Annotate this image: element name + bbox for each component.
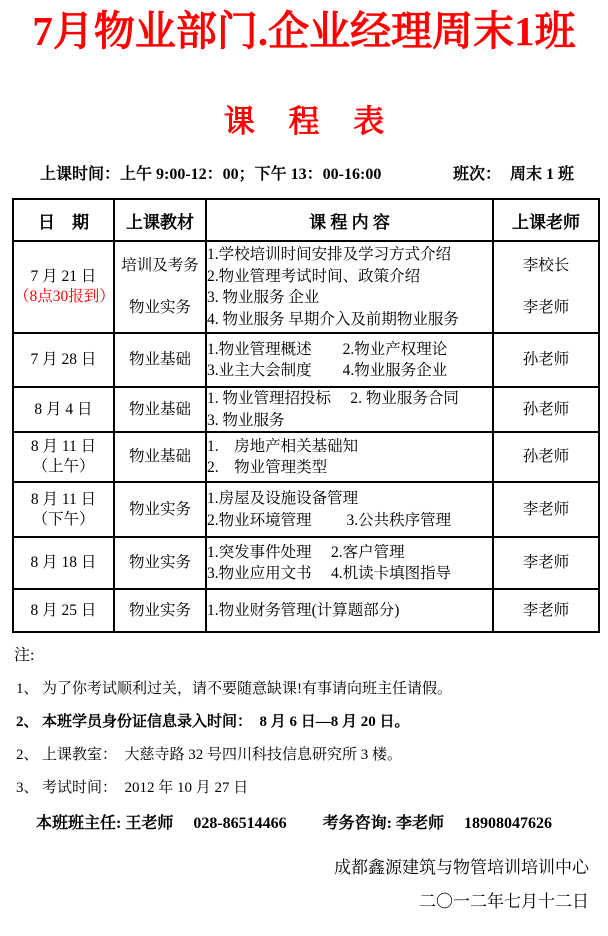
teachers-stack bbox=[494, 500, 598, 520]
date-text: 7 月 21 日 bbox=[30, 268, 97, 285]
teacher-name: 孙老师 bbox=[522, 448, 570, 465]
date-sub: （上午） bbox=[32, 458, 95, 475]
content-line: 1.学校培训时间安排及学习方式介绍 bbox=[207, 246, 452, 263]
date-cell bbox=[13, 432, 114, 482]
date-text: 8 月 25 日 bbox=[30, 601, 97, 619]
teacher-name: 李老师 bbox=[522, 299, 570, 316]
materials-stack bbox=[115, 500, 205, 520]
footer bbox=[0, 858, 589, 912]
date-text: 8 月 4 日 bbox=[34, 400, 93, 418]
teacher-cell bbox=[493, 241, 599, 333]
material-name: 物业基础 bbox=[128, 400, 191, 418]
content-line: 4. 物业服务 早期介入及前期物业服务 bbox=[207, 310, 459, 328]
content-line: 2. 物业管理类型 bbox=[207, 459, 328, 476]
schedule-row bbox=[13, 241, 599, 333]
materials-stack bbox=[115, 601, 205, 621]
content-line: 1. 房地产相关基础知 bbox=[207, 437, 359, 455]
material-name: 物业实务 bbox=[128, 500, 191, 518]
content-cell bbox=[206, 537, 493, 589]
schedule-table-body bbox=[13, 241, 599, 632]
note-item bbox=[16, 679, 608, 699]
materials-cell bbox=[114, 482, 206, 537]
teacher-name: 孙老师 bbox=[522, 351, 570, 368]
materials-stack bbox=[115, 400, 205, 420]
column-header: 上课老师 bbox=[493, 199, 599, 241]
teacher-name: 李校长 bbox=[522, 257, 570, 274]
materials-cell bbox=[114, 537, 206, 589]
content-line: 1.物业管理概述 2.物业产权理论 bbox=[207, 340, 448, 358]
header-row bbox=[13, 199, 599, 241]
teacher-cell bbox=[493, 537, 599, 589]
class-info-line bbox=[40, 165, 574, 185]
content-cell bbox=[206, 482, 493, 537]
material-name: 物业实务 bbox=[128, 554, 191, 571]
schedule-row bbox=[13, 589, 599, 632]
teacher-cell bbox=[493, 387, 599, 432]
class-time-label: 上课时间： bbox=[40, 166, 121, 183]
column-header: 上课教材 bbox=[114, 199, 206, 241]
materials-cell bbox=[114, 387, 206, 432]
schedule-row bbox=[13, 387, 599, 432]
date-cell bbox=[13, 387, 114, 432]
notes-list bbox=[0, 679, 608, 798]
note-number: 2、 bbox=[16, 714, 39, 730]
content-line: 3. 物业服务 bbox=[207, 411, 285, 429]
schedule-table bbox=[12, 198, 600, 633]
content-line: 2.物业管理考试时间、政策介绍 bbox=[207, 267, 421, 285]
content-cell bbox=[206, 432, 493, 482]
date-cell bbox=[13, 537, 114, 589]
date-cell bbox=[13, 482, 114, 537]
notes-label: 注: bbox=[14, 647, 35, 664]
date-sub: （下午） bbox=[32, 510, 95, 528]
note-number: 1、 bbox=[16, 681, 39, 697]
teacher-cell bbox=[493, 482, 599, 537]
content-line: 1.物业财务管理(计算题部分) bbox=[207, 601, 400, 619]
content-line: 1. 物业管理招投标 2. 物业服务合同 bbox=[207, 390, 459, 407]
material-name: 物业实务 bbox=[128, 299, 191, 316]
date-note: （8点30报到） bbox=[14, 288, 115, 305]
schedule-heading: 课 程 表 bbox=[223, 104, 385, 139]
note-text: 考试时间： 2012 年 10 月 27 日 bbox=[42, 780, 249, 796]
class-number-value: 周末 1 班 bbox=[509, 166, 574, 183]
date-text: 8 月 11 日 bbox=[30, 438, 97, 455]
content-cell bbox=[206, 387, 493, 432]
content-cell bbox=[206, 241, 493, 333]
content-line: 2.物业环境管理 3.公共秩序管理 bbox=[207, 511, 452, 529]
teacher-cell bbox=[493, 432, 599, 482]
teacher-name: 孙老师 bbox=[522, 400, 570, 418]
material-name: 培训及考务 bbox=[121, 257, 199, 274]
date-cell bbox=[13, 589, 114, 632]
teachers-stack bbox=[494, 400, 598, 420]
column-header: 日 期 bbox=[13, 199, 114, 241]
schedule-row bbox=[13, 537, 599, 589]
teacher-name: 李老师 bbox=[522, 554, 570, 571]
teachers-stack bbox=[494, 553, 598, 573]
materials-stack bbox=[115, 245, 205, 329]
schedule-row bbox=[13, 333, 599, 387]
content-line: 1.突发事件处理 2.客户管理 bbox=[207, 543, 405, 561]
material-name: 物业基础 bbox=[128, 351, 191, 368]
content-cell bbox=[206, 333, 493, 387]
teacher-name: 李老师 bbox=[522, 500, 570, 518]
schedule-row bbox=[13, 482, 599, 537]
teachers-stack bbox=[494, 245, 598, 329]
materials-cell bbox=[114, 241, 206, 333]
content-line: 1.房屋及设施设备管理 bbox=[207, 490, 359, 507]
footer-date: 二〇一二年七月十二日 bbox=[419, 892, 589, 911]
class-number-label: 班次： bbox=[452, 166, 501, 183]
note-text: 上课教室： 大慈寺路 32 号四川科技信息研究所 3 楼。 bbox=[42, 747, 403, 763]
contact-line: 本班班主任: 王老师 028-86514466 考务咨询: 李老师 18908047626 bbox=[36, 815, 552, 832]
teacher-cell bbox=[493, 589, 599, 632]
column-header: 课 程 内 容 bbox=[206, 199, 493, 241]
date-text: 7 月 28 日 bbox=[30, 351, 97, 368]
materials-cell bbox=[114, 432, 206, 482]
date-text: 8 月 18 日 bbox=[30, 554, 97, 571]
materials-cell bbox=[114, 333, 206, 387]
schedule-row bbox=[13, 432, 599, 482]
material-name: 物业基础 bbox=[128, 448, 191, 465]
note-item bbox=[16, 745, 608, 765]
page-title: 7月物业部门.企业经理周末1班 bbox=[32, 8, 576, 54]
materials-cell bbox=[114, 589, 206, 632]
material-name: 物业实务 bbox=[128, 601, 191, 619]
materials-stack bbox=[115, 350, 205, 370]
content-line: 3.业主大会制度 4.物业服务企业 bbox=[207, 362, 448, 379]
date-cell bbox=[13, 241, 114, 333]
class-time-value: 上午 9:00-12：00；下午 13：00-16:00 bbox=[120, 166, 382, 183]
teachers-stack bbox=[494, 350, 598, 370]
note-number: 3、 bbox=[16, 780, 39, 796]
note-item bbox=[16, 712, 608, 732]
date-text: 8 月 11 日 bbox=[30, 490, 97, 508]
note-text: 为了你考试顺利过关，请不要随意缺课!有事请向班主任请假。 bbox=[42, 681, 452, 697]
content-line: 3. 物业服务 企业 bbox=[207, 289, 320, 306]
footer-org-name: 成都鑫源建筑与物管培训培训中心 bbox=[334, 858, 589, 877]
date-cell bbox=[13, 333, 114, 387]
teachers-stack bbox=[494, 447, 598, 467]
note-number: 2、 bbox=[16, 747, 39, 763]
content-cell bbox=[206, 589, 493, 632]
materials-stack bbox=[115, 553, 205, 573]
schedule-table-head bbox=[13, 199, 599, 241]
teachers-stack bbox=[494, 601, 598, 621]
teacher-cell bbox=[493, 333, 599, 387]
teacher-name: 李老师 bbox=[522, 601, 570, 619]
note-text: 本班学员身份证信息录入时间： 8 月 6 日—8 月 20 日。 bbox=[42, 714, 410, 730]
content-line: 3.物业应用文书 4.机读卡填图指导 bbox=[207, 565, 452, 582]
materials-stack bbox=[115, 447, 205, 467]
note-item bbox=[16, 778, 608, 798]
